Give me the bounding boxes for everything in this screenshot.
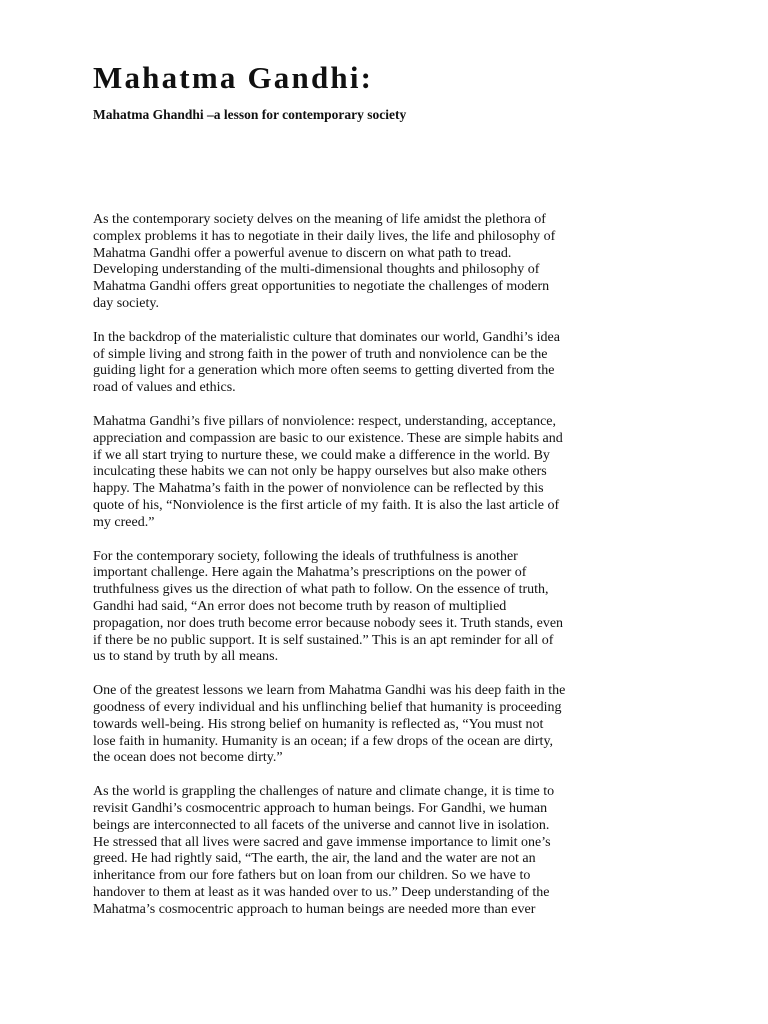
document-body xyxy=(93,212,683,918)
paragraph-intro: As the contemporary society delves on the meaning of life amidst the plethora of complex problems it has to negotiate in their daily lives, the life and philosophy of Mahatma Gandhi offer a powerful avenue to discern on what path to tread. Developing understanding of the multi-dimensional thoughts and philosophy of Mahatma Gandhi offers great opportunities to negotiate the challenges of modern day society. xyxy=(93,212,556,311)
paragraph-truthfulness: For the contemporary society, following the ideals of truthfulness is another important challenge. Here again the Mahatma’s prescriptions on the power of truthfulness gives us the direction of what path to follow. On the essence of truth, Gandhi had said, “An error does not become truth by reason of multiplied propagation, nor does truth become error because nobody sees it. Truth stands, even if there be no public support. It is self sustained.” This is an apt reminder for all of us to stand by truth by all means. xyxy=(93,548,564,665)
document-subtitle: Mahatma Ghandhi –a lesson for contemporary society xyxy=(93,107,407,122)
paragraph-cosmocentric: As the world is grappling the challenges of nature and climate change, it is time to revisit Gandhi’s cosmocentric approach to human beings. For Gandhi, we human beings are interconnected to all facets of the universe and cannot live in isolation. He stressed that all lives were sacred and gave immense importance to limit one’s greed. He had rightly said, “The earth, the air, the land and the water are not an inheritance from our fore fathers but on loan from our children. So we have to handover to them at least as it was handed over to us.” Deep understanding of the Mahatma’s cosmocentric approach to human beings are needed more than ever xyxy=(93,784,555,917)
document-title: Mahatma Gandhi: xyxy=(93,60,374,95)
document-page xyxy=(93,58,683,935)
paragraph-simple-living: In the backdrop of the materialistic culture that dominates our world, Gandhi’s idea of simple living and strong faith in the power of truth and nonviolence can be the guiding light for a generation which more often seems to getting diverted from the road of values and ethics. xyxy=(93,329,560,396)
paragraph-five-pillars: Mahatma Gandhi’s five pillars of nonviolence: respect, understanding, acceptance, appreciation and compassion are basic to our existence. These are simple habits and if we all start trying to nurture these, we could make a difference in the world. By inculcating these habits we can not only be happy ourselves but also make others happy. The Mahatma’s faith in the power of nonviolence can be reflected by this quote of his, “Nonviolence is the first article of my faith. It is also the last article of my creed.” xyxy=(93,413,563,530)
paragraph-humanity: One of the greatest lessons we learn from Mahatma Gandhi was his deep faith in the goodness of every individual and his unflinching belief that humanity is proceeding towards well-being. His strong belief on humanity is reflected as, “You must not lose faith in humanity. Humanity is an ocean; if a few drops of the ocean are dirty, the ocean does not become dirty.” xyxy=(93,683,566,766)
